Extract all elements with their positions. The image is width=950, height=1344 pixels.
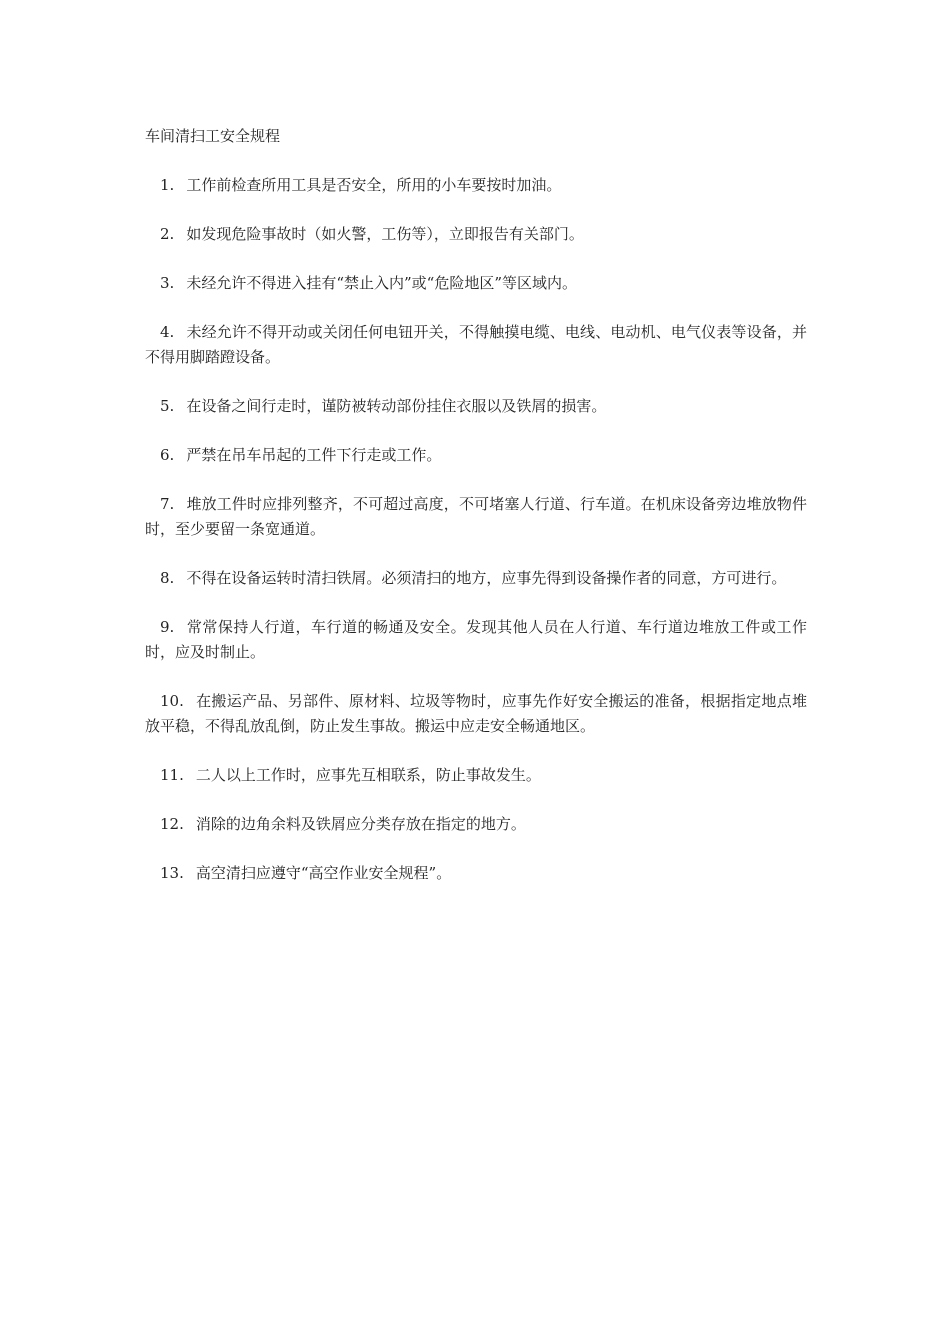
rule-number: 12.	[160, 815, 184, 833]
rule-number: 3.	[160, 274, 175, 292]
rule-number: 8.	[160, 569, 175, 587]
rule-text: 工作前检查所用工具是否安全，所用的小车要按时加油。	[186, 176, 562, 194]
rule-text: 未经允许不得进入挂有“禁止入内”或“危险地区”等区域内。	[186, 274, 577, 292]
rule-number: 5.	[160, 397, 175, 415]
document-title: 车间清扫工安全规程	[145, 127, 281, 145]
rule-item-3	[145, 271, 807, 296]
rule-number: 7.	[160, 495, 175, 513]
rule-text: 常常保持人行道，车行道的畅通及安全。发现其他人员在人行道、车行道边堆放工件或工作时，应及时制止。	[145, 618, 807, 661]
rule-text: 二人以上工作时，应事先互相联系，防止事故发生。	[195, 766, 541, 784]
rule-text: 不得在设备运转时清扫铁屑。必须清扫的地方，应事先得到设备操作者的同意，方可进行。	[186, 569, 787, 587]
rule-item-9	[145, 615, 807, 665]
rule-text: 未经允许不得开动或关闭任何电钮开关，不得触摸电缆、电线、电动机、电气仪表等设备，并不得用脚踏蹬设备。	[145, 323, 807, 366]
rule-text: 如发现危险事故时（如火警，工伤等），立即报告有关部门。	[186, 225, 584, 243]
rule-item-2	[145, 222, 807, 247]
rule-item-7	[145, 492, 807, 542]
rule-number: 9.	[160, 618, 175, 636]
rule-item-10	[145, 689, 807, 739]
rule-text: 在设备之间行走时，谨防被转动部份挂住衣服以及铁屑的损害。	[186, 397, 607, 415]
rule-text: 堆放工件时应排列整齐，不可超过高度，不可堵塞人行道、行车道。在机床设备旁边堆放物件时，至少要留一条宽通道。	[145, 495, 807, 538]
rule-number: 4.	[160, 323, 175, 341]
rule-item-12	[145, 812, 807, 837]
rule-text: 高空清扫应遵守“高空作业安全规程”。	[195, 864, 452, 882]
rule-item-4	[145, 320, 807, 370]
rule-item-8	[145, 566, 807, 591]
rule-item-11	[145, 763, 807, 788]
rule-number: 6.	[160, 446, 175, 464]
rule-number: 10.	[160, 692, 184, 710]
rule-item-5	[145, 394, 807, 419]
rule-number: 2.	[160, 225, 175, 243]
rule-item-6	[145, 443, 807, 468]
document-page	[145, 124, 807, 910]
rule-text: 严禁在吊车吊起的工件下行走或工作。	[186, 446, 442, 464]
rule-text: 消除的边角余料及铁屑应分类存放在指定的地方。	[195, 815, 526, 833]
rule-number: 13.	[160, 864, 184, 882]
rule-text: 在搬运产品、另部件、原材料、垃圾等物时，应事先作好安全搬运的准备，根据指定地点堆放平稳，不得乱放乱倒，防止发生事故。搬运中应走安全畅通地区。	[145, 692, 807, 735]
rule-number: 1.	[160, 176, 175, 194]
rule-item-1	[145, 173, 807, 198]
rule-number: 11.	[160, 766, 184, 784]
rules-list	[145, 173, 807, 886]
rule-item-13	[145, 861, 807, 886]
